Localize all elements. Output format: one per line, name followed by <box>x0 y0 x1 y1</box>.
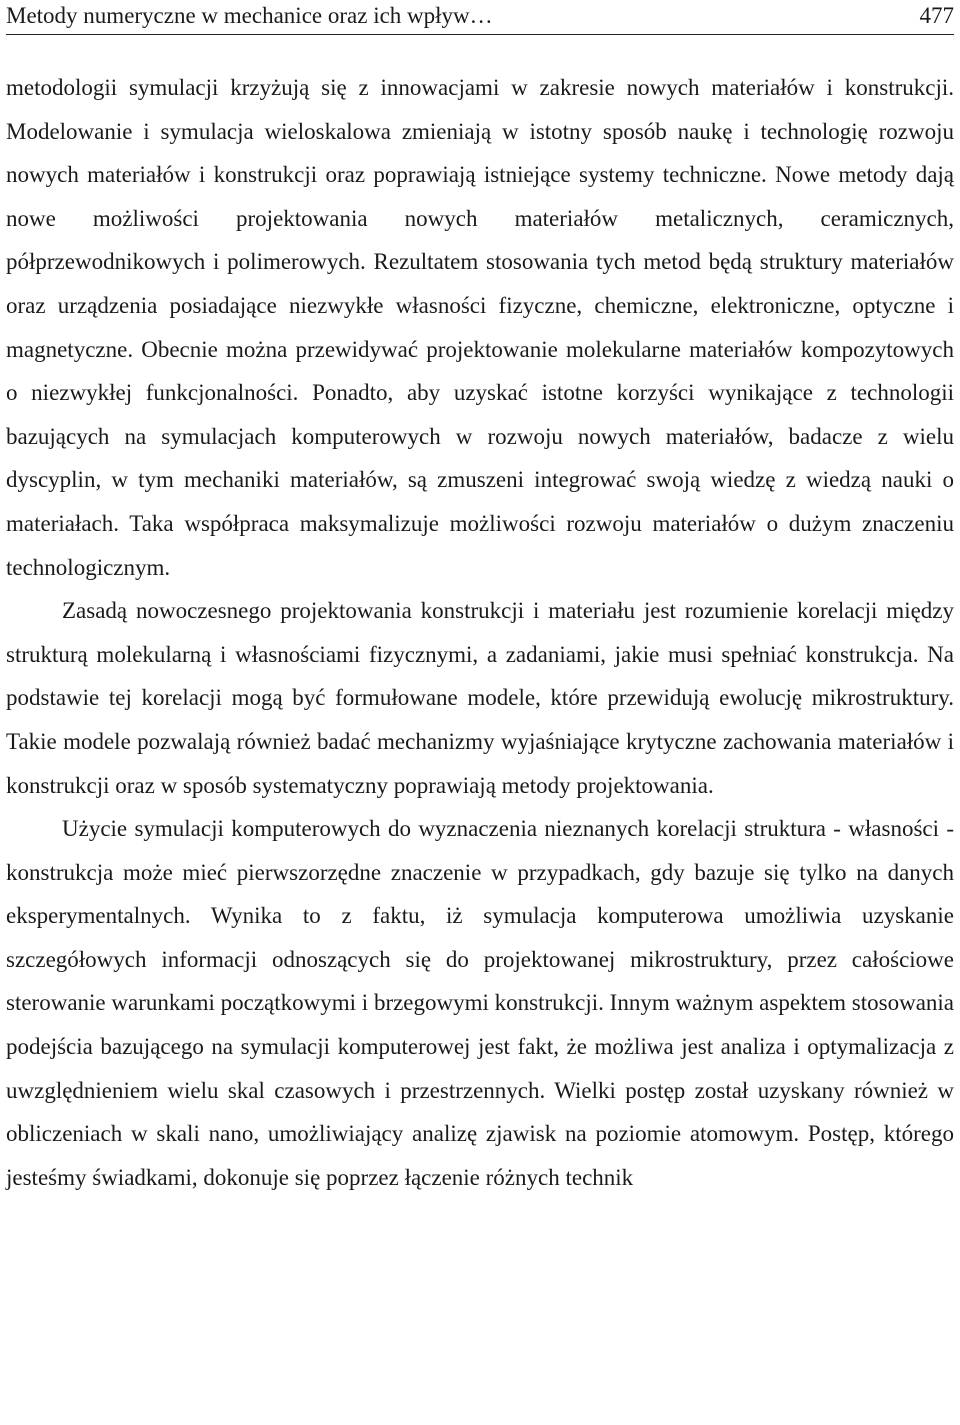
paragraph: Zasadą nowoczesnego projektowania konstrukcji i materiału jest rozumienie korelacji między strukturą molekularną i własnościami fizycznymi, a zadaniami, jakie musi spełniać konstrukcja. Na podstawie tej korelacji mogą być formułowane modele, które przewidują ewolucję mikrostruktury. Takie modele pozwalają również badać mechanizmy wyjaśniające krytyczne zachowania materiałów i konstrukcji oraz w sposób systematyczny poprawiają metody projektowania. <box>6 598 954 798</box>
running-header <box>6 0 954 35</box>
running-header-title: Metody numeryczne w mechanice oraz ich wpływ… <box>6 3 493 28</box>
body-text <box>6 66 954 1199</box>
page-number: 477 <box>919 3 954 28</box>
paragraph-continued: metodologii symulacji krzyżują się z innowacjami w zakresie nowych materiałów i konstrukcji. Modelowanie i symulacja wieloskalowa zmieniają w istotny sposób naukę i technologię rozwoju nowych materiałów i konstrukcji oraz poprawiają istniejące systemy techniczne. Nowe metody dają nowe możliwości projektowania nowych materiałów metalicznych, ceramicznych, półprzewodnikowych i polimerowych. Rezultatem stosowania tych metod będą struktury materiałów oraz urządzenia posiadające niezwykłe własności fizyczne, chemiczne, elektroniczne, optyczne i magnetyczne. Obecnie można przewidywać projektowanie molekularne materiałów kompozytowych o niezwykłej funkcjonalności. Ponadto, aby uzyskać istotne korzyści wynikające z technologii bazujących na symulacjach komputerowych w rozwoju nowych materiałów, badacze z wielu dyscyplin, w tym mechaniki materiałów, są zmuszeni integrować swoją wiedzę z wiedzą nauki o materiałach. Taka współpraca maksymalizuje możliwości rozwoju materiałów o dużym znaczeniu technologicznym. <box>6 75 954 580</box>
paragraph: Użycie symulacji komputerowych do wyznaczenia nieznanych korelacji struktura - własności - konstrukcja może mieć pierwszorzędne znaczenie w przypadkach, gdy bazuje się tylko na danych eksperymentalnych. Wynika to z faktu, iż symulacja komputerowa umożliwia uzyskanie szczegółowych informacji odnoszących się do projektowanej mikrostruktury, przez całościowe sterowanie warunkami początkowymi i brzegowymi konstrukcji. Innym ważnym aspektem stosowania podejścia bazującego na symulacji komputerowej jest fakt, że możliwa jest analiza i optymalizacja z uwzględnieniem wielu skal czasowych i przestrzennych. Wielki postęp został uzyskany również w obliczeniach w skali nano, umożliwiający analizę zjawisk na poziomie atomowym. Postęp, którego jesteśmy świadkami, dokonuje się poprzez łączenie różnych technik <box>6 816 954 1190</box>
